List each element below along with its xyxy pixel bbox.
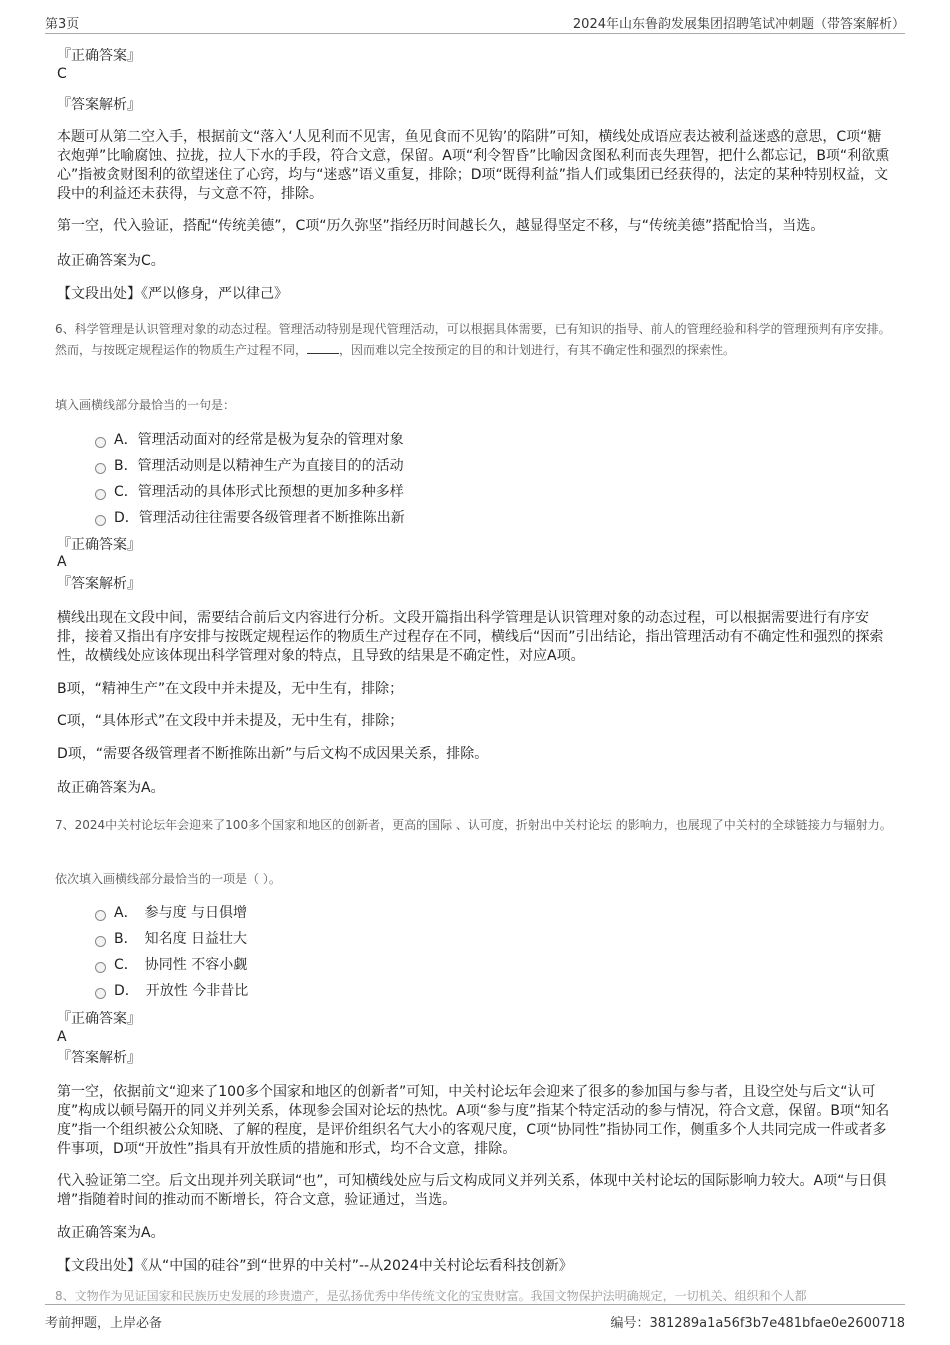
document-id: 编号：381289a1a56f3b7e481bfae0e2600718	[610, 1316, 905, 1331]
page-number: 第3页	[45, 17, 80, 32]
option-b[interactable]: B．管理活动则是以精神生产为直接目的的活动	[95, 456, 404, 476]
option-d[interactable]: D．管理活动往往需要各级管理者不断推陈出新	[95, 508, 405, 528]
radio-icon[interactable]	[95, 463, 106, 474]
analysis-paragraph: 代入验证第二空。后文出现并列关联词“也”，可知横线处应与后文构成同义并列关系，体现中关村论坛的国际影响力较大。A项“与日俱增”指随着时间的推动而不断增长，符合文意，验证通过，当选。	[57, 1173, 887, 1208]
radio-icon[interactable]	[95, 489, 106, 500]
analysis-conclusion: 故正确答案为A。	[57, 780, 165, 796]
answer-label: 『正确答案』	[57, 537, 141, 553]
option-a[interactable]: A． 参与度 与日俱增	[95, 903, 247, 923]
radio-icon[interactable]	[95, 936, 106, 947]
analysis-paragraph: 本题可从第二空入手，根据前文“落入‘人见利而不见害，鱼见食而不见钩’的陷阱”可知，横线处成语应表达被利益迷惑的意思，C项“糖衣炮弹”比喻腐蚀、拉拢，拉人下水的手段，符合文意，保留。A项“利令智昏”比喻因贪图私利而丧失理智，把什么都忘记，B项“利欲熏心”指被贪财图利的欲望迷住了心窍，均与“迷惑”语义重复，排除；D项“既得利益”指人们或集团已经获得的，法定的某种特别权益，文段中的利益还未获得，与文意不符，排除。	[57, 129, 890, 202]
option-c[interactable]: C． 协同性 不容小觑	[95, 955, 247, 975]
correct-answer: A	[57, 554, 67, 570]
analysis-label: 『答案解析』	[57, 1050, 141, 1066]
correct-answer: C	[57, 66, 67, 82]
analysis-paragraph: C项，“具体形式”在文段中并未提及，无中生有，排除；	[57, 713, 404, 729]
source-citation: 【文段出处】《从“中国的硅谷”到“世界的中关村”--从2024中关村论坛看科技创新》	[57, 1258, 573, 1274]
radio-icon[interactable]	[95, 988, 106, 999]
analysis-label: 『答案解析』	[57, 97, 141, 113]
source-citation: 【文段出处】《严以修身，严以律己》	[57, 286, 288, 302]
analysis-conclusion: 故正确答案为A。	[57, 1225, 165, 1241]
header-divider	[45, 33, 905, 34]
option-b[interactable]: B． 知名度 日益壮大	[95, 929, 247, 949]
document-title: 2024年山东鲁韵发展集团招聘笔试冲刺题（带答案解析）	[572, 17, 905, 32]
radio-icon[interactable]	[95, 515, 106, 526]
footer-divider	[45, 1304, 905, 1305]
analysis-paragraph: D项，“需要各级管理者不断推陈出新”与后文构不成因果关系，排除。	[57, 746, 489, 762]
analysis-conclusion: 故正确答案为C。	[57, 253, 165, 269]
question-prompt: 填入画横线部分最恰当的一句是：	[55, 398, 236, 412]
question-stem: 7、2024中关村论坛年会迎来了100多个国家和地区的创新者，更高的国际 、认可度，折射出中关村论坛 的影响力，也展现了中关村的全球链接力与辐射力。	[55, 818, 892, 832]
analysis-paragraph: B项，“精神生产”在文段中并未提及，无中生有，排除；	[57, 681, 404, 697]
question-stem: 6、科学管理是认识管理对象的动态过程。管理活动特别是现代管理活动，可以根据具体需要，已有知识的指导、前人的管理经验和科学的管理预判有序安排。然而，与按既定规程运作的物质生产过程不同， ，因而难以完全按预定的目的和计划进行，有其不确定性和强烈的探索性。	[55, 322, 891, 357]
option-d[interactable]: D． 开放性 今非昔比	[95, 981, 248, 1001]
option-a[interactable]: A．管理活动面对的经常是极为复杂的管理对象	[95, 430, 404, 450]
analysis-paragraph: 第一空，依据前文“迎来了100多个国家和地区的创新者”可知，中关村论坛年会迎来了很多的参加国与参与者，且设空处与后文“认可度”构成以顿号隔开的同义并列关系，体现参会国对论坛的热忱。A项“参与度”指某个特定活动的参与情况，符合文意，保留。B项“知名度”指一个组织被公众知晓、了解的程度，是评价组织名气大小的客观尺度，C项“协同性”指协同工作，侧重多个人共同完成一件或者多件事项，D项“开放性”指具有开放性质的措施和形式，均不合文意，排除。	[57, 1084, 890, 1157]
next-question-partial: 8、文物作为见证国家和民族历史发展的珍贵遗产，是弘扬优秀中华传统文化的宝贵财富。我国文物保护法明确规定，一切机关、组织和个人都	[55, 1289, 807, 1303]
radio-icon[interactable]	[95, 962, 106, 973]
footer-slogan: 考前押题，上岸必备	[45, 1316, 163, 1331]
radio-icon[interactable]	[95, 910, 106, 921]
answer-label: 『正确答案』	[57, 1011, 141, 1027]
option-c[interactable]: C．管理活动的具体形式比预想的更加多种多样	[95, 482, 404, 502]
analysis-paragraph: 第一空，代入验证，搭配“传统美德”，C项“历久弥坚”指经历时间越长久，越显得坚定不移，与“传统美德”搭配恰当，当选。	[57, 218, 825, 234]
analysis-label: 『答案解析』	[57, 576, 141, 592]
correct-answer: A	[57, 1029, 67, 1045]
answer-label: 『正确答案』	[57, 48, 141, 64]
question-prompt: 依次填入画横线部分最恰当的一项是（ ）。	[55, 872, 281, 886]
analysis-paragraph: 横线出现在文段中间，需要结合前后文内容进行分析。文段开篇指出科学管理是认识管理对象的动态过程，可以根据需要进行有序安排，接着又指出有序安排与按既定规程运作的物质生产过程存在不同，横线后“因而”引出结论，指出管理活动有不确定性和强烈的探索性，故横线处应该体现出科学管理对象的特点，且导致的结果是不确定性，对应A项。	[57, 610, 884, 664]
fill-blank	[307, 353, 339, 354]
radio-icon[interactable]	[95, 437, 106, 448]
